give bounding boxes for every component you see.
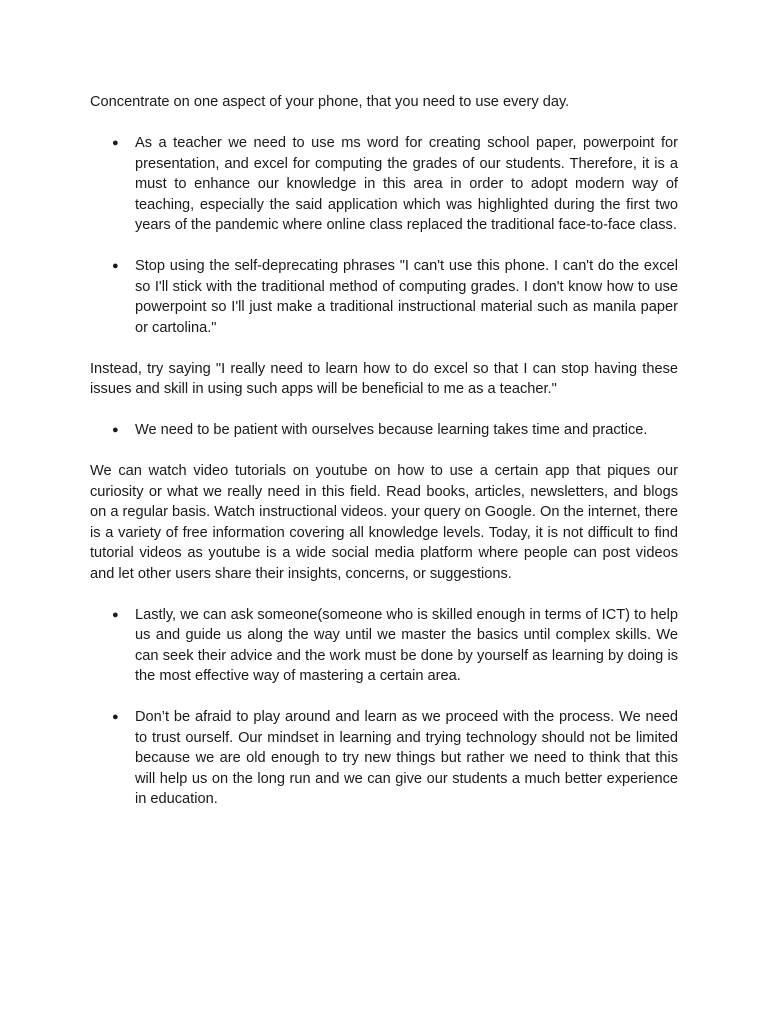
list-item (90, 707, 678, 810)
bullet-list-2 (90, 420, 678, 441)
bullet-icon: ● (112, 260, 119, 272)
bullet-icon: ● (112, 137, 119, 149)
list-item-text: As a teacher we need to use ms word for creating school paper, powerpoint for presentation, and excel for computing the grades of our students. Therefore, it is a must to enhance our knowledge in this area in order to adopt modern way of teaching, especially the said application which was highlighted during the first two years of the pandemic where online class replaced the traditional face-to-face class. (135, 135, 678, 233)
video-tutorials-paragraph: We can watch video tutorials on youtube on how to use a certain app that piques our curiosity or what we really need in this field. Read books, articles, newsletters, and blogs on a regular basis. Watch instructional videos. your query on Google. On the internet, there is a variety of free information covering all knowledge levels. Today, it is not difficult to find tutorial videos as youtube is a wide social media platform where people can post videos and let other users share their insights, concerns, or suggestions. (90, 463, 678, 582)
bullet-icon: ● (112, 608, 119, 621)
bullet-icon: ● (112, 424, 119, 436)
instead-paragraph: Instead, try saying "I really need to learn how to do excel so that I can stop having these issues and skill in using such apps will be beneficial to me as a teacher." (90, 360, 678, 397)
list-item (90, 605, 678, 687)
intro-paragraph: Concentrate on one aspect of your phone, that you need to use every day. (90, 94, 570, 110)
list-item (90, 133, 678, 236)
bullet-list-1 (90, 133, 678, 338)
list-item-text: Stop using the self-deprecating phrases "I can't use this phone. I can't do the excel so I'll stick with the traditional method of computing grades. I don't know how to use powerpoint so I'll just make a traditional instructional material such as manila paper or cartolina." (135, 258, 678, 336)
bullet-icon: ● (112, 711, 119, 723)
list-item (90, 420, 678, 441)
document-page (90, 92, 678, 830)
list-item-text: Don’t be afraid to play around and learn as we proceed with the process. We need to trust ourself. Our mindset in learning and trying technology should not be limited because we are old enough to try new things but rather we need to think that this will help us on the long run and we can give our students a much better experience in education. (135, 709, 678, 807)
list-item-text: We need to be patient with ourselves because learning takes time and practice. (135, 422, 648, 438)
bullet-list-3 (90, 605, 678, 810)
list-item-text: Lastly, we can ask someone(someone who is skilled enough in terms of ICT) to help us and guide us along the way until we master the basics until complex skills. We can seek their advice and the work must be done by yourself as learning by doing is the most effective way of mastering a certain area. (135, 606, 678, 684)
list-item (90, 256, 678, 338)
